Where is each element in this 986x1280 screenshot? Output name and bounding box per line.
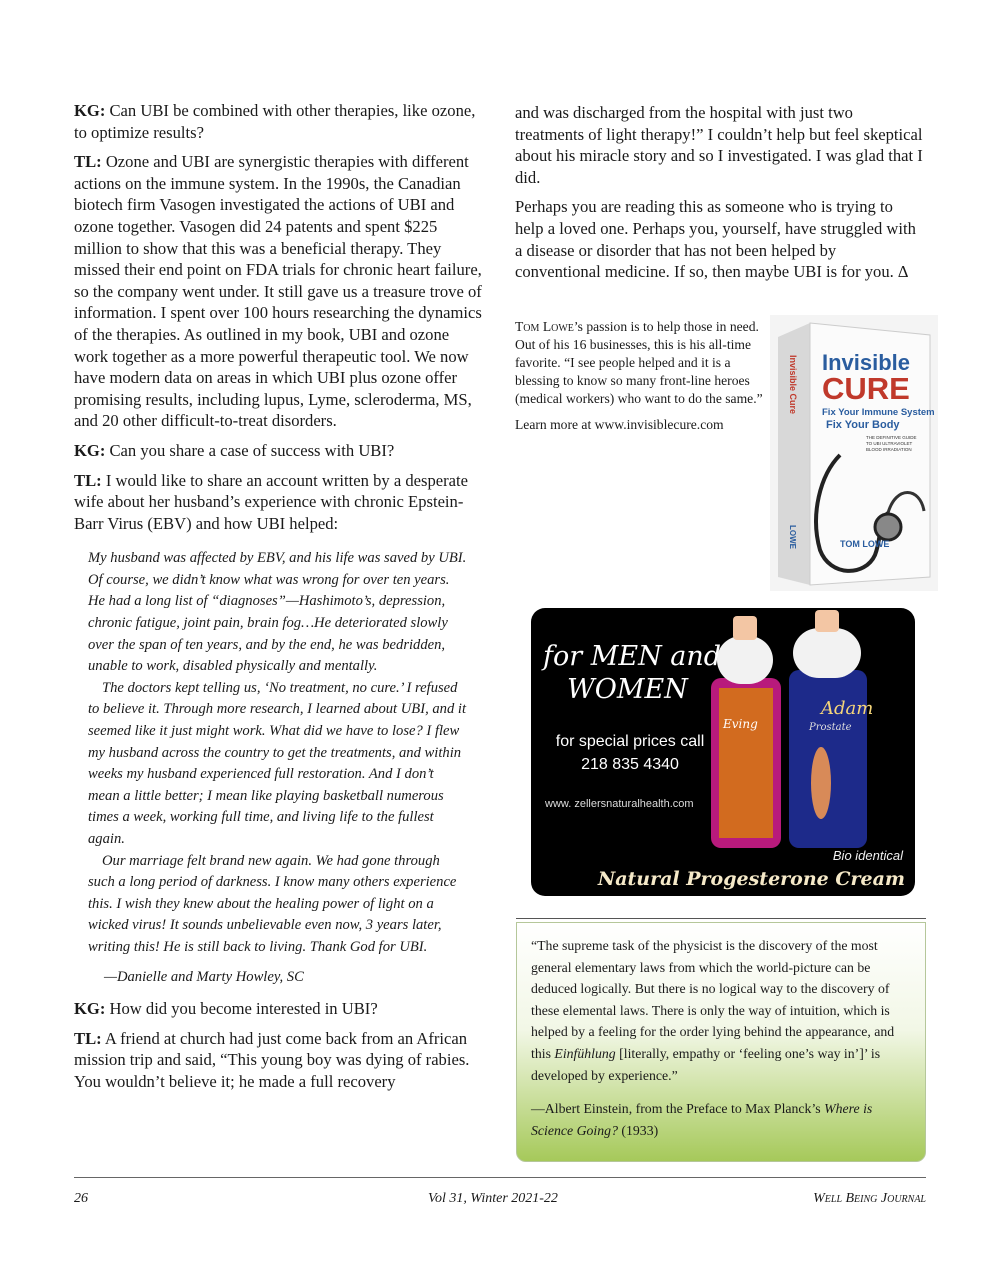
answer-text: Ozone and UBI are synergistic therapies with different actions on the immune system. In the 1990s, the Canadian biotech firm Vasogen investigated the actions of UBI and ozone together. Vasogen did 24 patents and spent $225 million to show that this was a beneficial therapy. They missed their end point on FDA trials for chronic heart failure, so the company went under. It still gave us a treasure trove of information. I spent over 100 hours researching the dynamics of the therapies. As outlined in my book, UBI and ozone work together as a more powerful therapeutic tool. We now have modern data on areas in which UBI plus ozone offer promising results, including lupus, Lyme, scleroderma, MS, and 20 other difficult-to-treat disorders. (74, 152, 482, 431)
speaker-label: KG: (74, 999, 106, 1019)
divider (516, 918, 926, 919)
quote-text-end: [literally, empathy or ‘feeling one’s way in’]’ is developed by experience.” (531, 1045, 881, 1083)
quote-paragraph: My husband was affected by EBV, and his life was saved by UBI. Of course, we didn’t know what was wrong for over ten years. He had a long list of “diagnoses”—Hashimoto’s, depression, chronic fatigue, joint pain, brain fog…He deteriorated slowly over the span of ten years, and by the end, he was bedridden, unable to work, disabled physically and mentally. (88, 550, 467, 675)
attribution-text: —Albert Einstein, from the Preface to Max Planck’s (531, 1101, 825, 1117)
interview-question (74, 440, 486, 462)
book-spine-author: LOWE (788, 525, 797, 549)
ad-call-text: for special prices call (555, 733, 705, 750)
product-advertisement (531, 608, 915, 896)
speaker-label: TL: (74, 152, 102, 172)
left-column (74, 100, 486, 1101)
einstein-quote-box (516, 922, 926, 1162)
page-number: 26 (74, 1191, 88, 1206)
bottle-label-prostate: Prostate (809, 722, 852, 733)
speaker-label: TL: (74, 470, 102, 490)
einstein-attribution (531, 1098, 911, 1141)
book-tagline: BLOOD IRRADIATION (866, 447, 912, 452)
right-column (515, 102, 925, 291)
ad-website: www. zellersnaturalhealth.com (545, 798, 694, 810)
speaker-label: KG: (74, 440, 106, 460)
author-name: Tom Lowe (515, 319, 574, 334)
book-cover-image (770, 315, 938, 591)
book-author: TOM LOWE (840, 539, 890, 549)
question-text: Can you share a case of success with UBI? (105, 440, 395, 460)
attribution-year: (1933) (617, 1122, 659, 1138)
speaker-label: TL: (74, 1028, 102, 1048)
journal-name: Well Being Journal (813, 1191, 926, 1206)
book-title-2: CURE (822, 371, 910, 406)
testimonial-quote (88, 548, 468, 988)
ad-headline-line-2: WOMEN (567, 674, 688, 705)
ad-headline-line-1: for MEN and (543, 641, 722, 672)
ad-call (545, 730, 715, 776)
article-paragraph: and was discharged from the hospital with just two treatments of light therapy!” I couldn’t help but feel skeptical about his miracle story and so I investigated. I was glad that I did. (515, 103, 923, 187)
book-tagline: THE DEFINITIVE GUIDE (866, 435, 917, 440)
interview-answer (74, 470, 486, 535)
ad-headline (543, 640, 733, 706)
article-paragraph: Perhaps you are reading this as someone who is trying to help a loved one. Perhaps you, yourself, have struggled with a disease or disorder that has not been helped by conventional medicine. If so, then maybe UBI is for you. ∆ (515, 197, 916, 282)
bottle-label-adam: Adam (821, 698, 874, 719)
quote-emphasis: Einfühlung (554, 1045, 616, 1061)
learn-more-link[interactable]: Learn more at www.invisiblecure.com (515, 417, 724, 432)
book-subtitle-1: Fix Your Immune System (822, 407, 935, 418)
ad-product-name: Natural Progesterone Cream (597, 868, 905, 890)
quote-text: “The supreme task of the physicist is the discovery of the most general elementary laws from which the world-picture can be deduced logically. But there is no logical way to the discovery of these elemental laws. There is only the way of intuition, which is helped by a feeling for the order lying behind the appearance, and this (531, 938, 895, 1061)
einstein-quote (531, 935, 911, 1086)
quote-signature: —Danielle and Marty Howley, SC (104, 968, 304, 985)
issue-info: Vol 31, Winter 2021-22 (428, 1191, 558, 1206)
answer-text: A friend at church had just come back from an African mission trip and said, “This young boy was dying of rabies. You wouldn’t believe it; he made a full recovery (74, 1028, 470, 1091)
quote-paragraph: The doctors kept telling us, ‘No treatment, no cure.’ I refused to believe it. Through more research, I learned about UBI, and it seemed like it just might work. What did we have to lose? I flew my husband across the country to get the treatments, and within weeks my husband experienced full restoration. And I don’t mean a little better; I mean like playing basketball numerous times a week, working full time, and living life to the fullest again. (88, 679, 467, 847)
question-text: How did you become interested in UBI? (105, 999, 378, 1019)
interview-answer (74, 151, 486, 432)
answer-text: I would like to share an account written by a desperate wife about her husband’s experience with chronic Epstein-Barr Virus (EBV) and how UBI helped: (74, 470, 468, 533)
bio-body: ’s passion is to help those in need. Out of his 16 businesses, this is his all-time favorite. “I see people helped and it is a blessing to know so many front-line heroes (medical workers) who want to do the same.” (515, 319, 763, 406)
ad-bioidentical: Bio identical (832, 848, 903, 863)
interview-question (74, 998, 486, 1020)
book-title-1: Invisible (822, 350, 911, 375)
footer-divider (74, 1177, 926, 1178)
author-bio (515, 318, 765, 442)
interview-question (74, 100, 486, 143)
book-spine-title: Invisible Cure (788, 355, 798, 415)
question-text: Can UBI be combined with other therapies, like ozone, to optimize results? (74, 101, 476, 142)
book-subtitle-2: Fix Your Body (826, 419, 900, 431)
bio-text (515, 318, 765, 408)
book-tagline: TO UBI ULTRAVIOLET (866, 441, 913, 446)
bottle-label-eving: Eving (723, 717, 758, 731)
speaker-label: KG: (74, 101, 106, 120)
interview-answer (74, 1028, 486, 1093)
quote-paragraph: Our marriage felt brand new again. We had gone through such a long period of darkness. I know many others experience this. I wish they knew about the healing power of light on a wicked virus! It sounds unbelievable even now, 3 years later, writing this! He is still back to living. Thank God for UBI. (88, 852, 457, 955)
ad-phone: 218 835 4340 (581, 756, 679, 773)
book-title-em: Where is Science Going? (531, 1101, 873, 1138)
